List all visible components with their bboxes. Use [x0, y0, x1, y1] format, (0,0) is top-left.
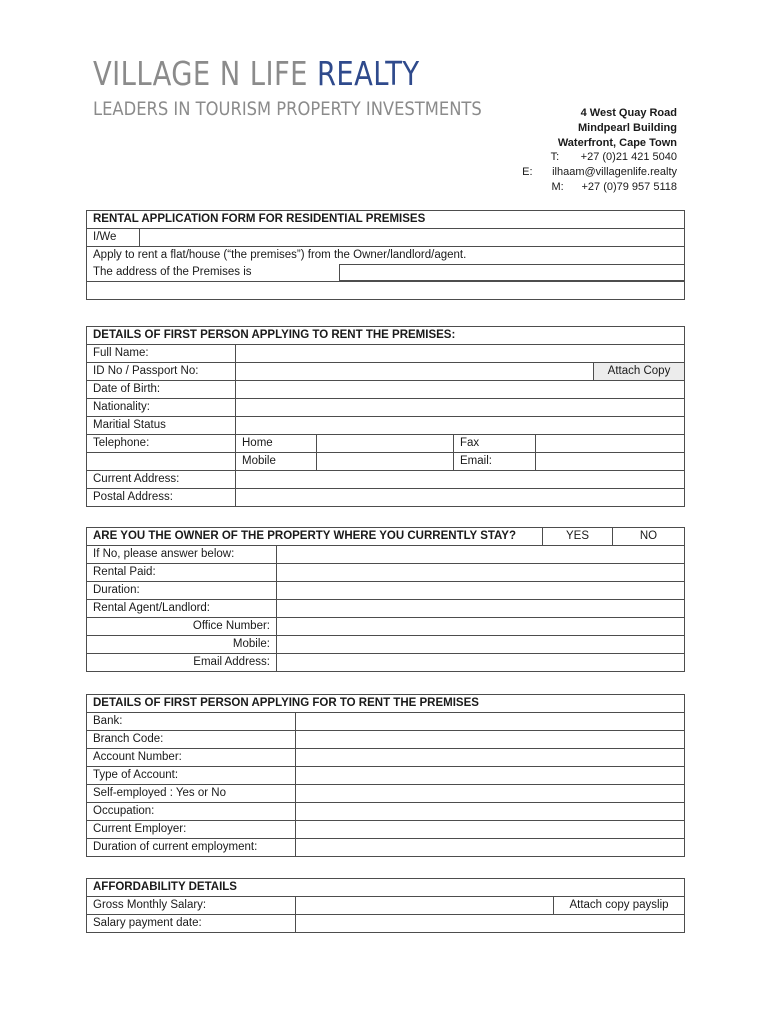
premises-address-row [87, 264, 684, 281]
address-street: 4 West Quay Road [580, 107, 677, 119]
marital-status-label: Maritial Status [93, 419, 166, 431]
fax-field[interactable] [535, 435, 684, 452]
address-email: E: ilhaam@villagenlife.realty [522, 166, 677, 179]
address-telephone: T: +27 (0)21 421 5040 [550, 151, 677, 164]
office-number-field[interactable] [276, 618, 684, 635]
fax-label: Fax [453, 435, 535, 452]
rental-application-section [86, 210, 685, 300]
premises-address-field[interactable] [339, 264, 684, 281]
bank-label: Bank: [93, 715, 123, 727]
full-name-field[interactable] [235, 345, 684, 362]
mobile-label: Mobile [235, 453, 316, 470]
rental-paid-label: Rental Paid: [93, 566, 156, 578]
nationality-field[interactable] [235, 399, 684, 416]
payment-date-field[interactable] [295, 915, 684, 932]
address-area: Waterfront, Cape Town [557, 136, 677, 149]
section-title: RENTAL APPLICATION FORM FOR RESIDENTIAL PREMISES [93, 213, 426, 225]
section-title: DETAILS OF FIRST PERSON APPLYING TO RENT THE PREMISES: [93, 329, 456, 341]
office-number-label: Office Number: [192, 620, 270, 632]
if-no-label: If No, please answer below: [93, 548, 235, 560]
branch-code-label: Branch Code: [93, 733, 164, 745]
affordability-section [86, 878, 685, 933]
id-number-label: ID No / Passport No: [93, 365, 199, 377]
premises-address-label: The address of the Premises is [93, 266, 252, 278]
employer-field[interactable] [295, 821, 684, 838]
telephone-label: Telephone: [93, 437, 150, 449]
self-employed-label: Self-employed : Yes or No [93, 787, 226, 799]
agent-label: Rental Agent/Landlord: [93, 602, 211, 614]
section-title: AFFORDABILITY DETAILS [93, 881, 237, 893]
account-type-label: Type of Account: [93, 769, 179, 781]
rental-paid-field[interactable] [276, 564, 684, 581]
employment-duration-label: Duration of current employment: [93, 841, 258, 853]
home-label: Home [235, 435, 316, 452]
salary-label: Gross Monthly Salary: [93, 899, 207, 911]
applicant-details-section [86, 326, 685, 507]
dob-label: Date of Birth: [93, 383, 161, 395]
iwe-label: I/We [93, 231, 117, 243]
logo-main-text: VILLAGE N LIFE [93, 54, 317, 93]
apply-statement: Apply to rent a flat/house (“the premises”) from the Owner/landlord/agent. [93, 249, 467, 261]
no-option[interactable]: NO [612, 528, 684, 545]
postal-address-field[interactable] [235, 489, 684, 506]
yes-option[interactable]: YES [542, 528, 612, 545]
email-label: Email: [453, 453, 535, 470]
current-residence-section [86, 527, 685, 672]
agent-email-field[interactable] [276, 654, 684, 671]
section-title: DETAILS OF FIRST PERSON APPLYING FOR TO RENT THE PREMISES [93, 697, 479, 709]
premises-address-line2[interactable] [87, 281, 684, 299]
nationality-label: Nationality: [93, 401, 150, 413]
logo-accent-text: REALTY [316, 54, 420, 93]
employer-label: Current Employer: [93, 823, 187, 835]
iwe-field[interactable] [139, 229, 684, 246]
home-phone-field[interactable] [316, 435, 453, 452]
bank-field[interactable] [295, 713, 684, 730]
id-number-field[interactable] [235, 363, 593, 380]
duration-label: Duration: [93, 584, 140, 596]
salary-field[interactable] [295, 897, 553, 914]
email-field[interactable] [535, 453, 684, 470]
full-name-label: Full Name: [93, 347, 149, 359]
mobile-field[interactable] [316, 453, 453, 470]
dob-field[interactable] [235, 381, 684, 398]
account-type-field[interactable] [295, 767, 684, 784]
account-number-label: Account Number: [93, 751, 182, 763]
attach-copy-id[interactable]: Attach Copy [593, 363, 684, 380]
payment-date-label: Salary payment date: [93, 917, 202, 929]
marital-status-field[interactable] [235, 417, 684, 434]
address-mobile: M: +27 (0)79 957 5118 [551, 180, 677, 193]
postal-address-label: Postal Address: [93, 491, 173, 503]
occupation-label: Occupation: [93, 805, 155, 817]
company-address-block [522, 106, 677, 195]
duration-field[interactable] [276, 582, 684, 599]
agent-mobile-label: Mobile: [232, 638, 270, 650]
company-logo-name [93, 54, 420, 93]
banking-employment-section [86, 694, 685, 857]
self-employed-field[interactable] [295, 785, 684, 802]
attach-payslip[interactable]: Attach copy payslip [553, 897, 684, 914]
agent-field[interactable] [276, 600, 684, 617]
branch-code-field[interactable] [295, 731, 684, 748]
employment-duration-field[interactable] [295, 839, 684, 856]
owner-question: ARE YOU THE OWNER OF THE PROPERTY WHERE YOU CURRENTLY STAY? [93, 530, 517, 542]
address-building: Mindpearl Building [578, 121, 677, 134]
company-tagline: LEADERS IN TOURISM PROPERTY INVESTMENTS [93, 98, 482, 120]
apply-row [87, 246, 684, 264]
iwe-row [87, 228, 684, 246]
agent-email-label: Email Address: [193, 656, 270, 668]
occupation-field[interactable] [295, 803, 684, 820]
current-address-label: Current Address: [93, 473, 180, 485]
account-number-field[interactable] [295, 749, 684, 766]
current-address-field[interactable] [235, 471, 684, 488]
agent-mobile-field[interactable] [276, 636, 684, 653]
